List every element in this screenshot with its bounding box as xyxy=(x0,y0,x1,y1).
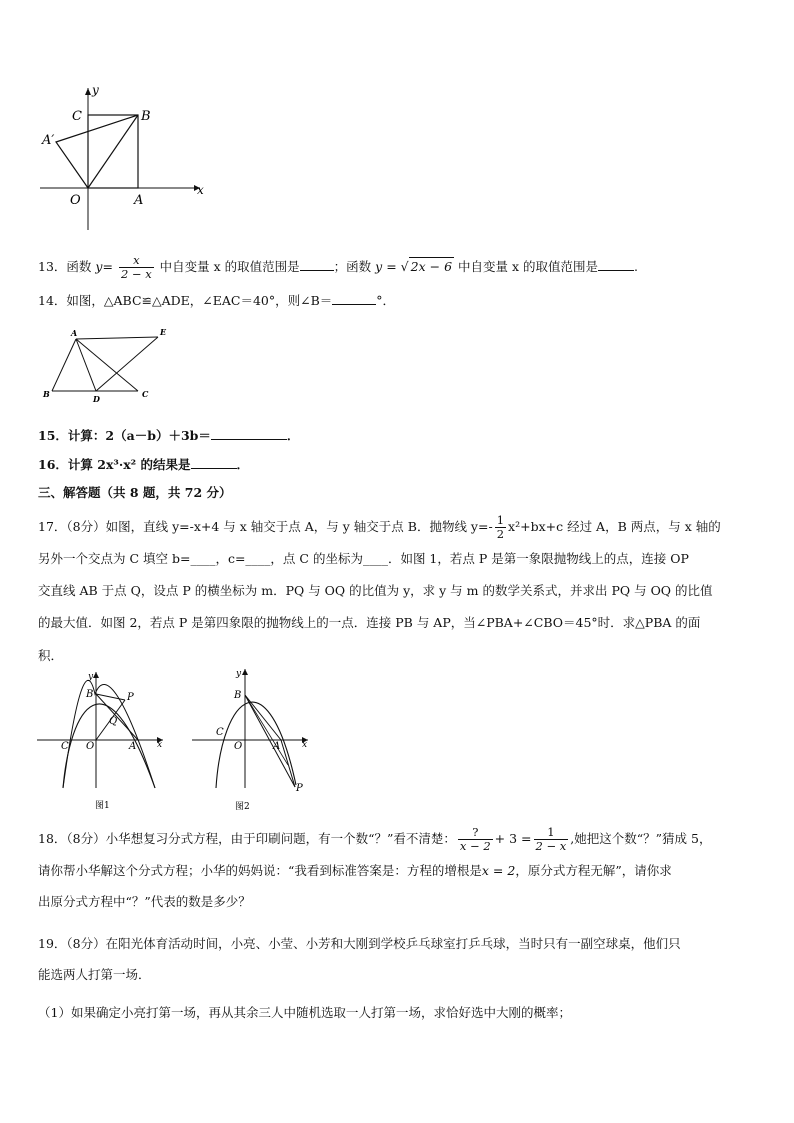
label-x: x xyxy=(197,183,204,197)
q13-text4: 中自变量 x 的取值范围是 xyxy=(458,259,599,274)
q13-fraction xyxy=(119,254,154,281)
label-P: P xyxy=(127,692,134,703)
label-B: B xyxy=(86,689,94,700)
q13-blank1[interactable] xyxy=(300,270,334,271)
q13-text3: ；函数 xyxy=(333,259,372,274)
question-18-line1 xyxy=(38,826,711,853)
label-x: x xyxy=(157,740,163,750)
label-C: C xyxy=(61,741,69,752)
question-17-line4: 的最大值．如图 2，若点 P 是第四象限的抛物线上的一点．连接 PB 与 AP，当∠PBA+∠CBO＝45°时．求△PBA 的面 xyxy=(38,615,701,630)
q18-frac1-den: x − 2 xyxy=(459,839,491,853)
q15-text: 计算：2（a－b）＋3b＝ xyxy=(67,428,211,443)
q18-fraction1 xyxy=(458,826,493,853)
question-17-line5: 积． xyxy=(38,648,64,663)
q13-eq2: = xyxy=(386,259,397,274)
label-B: B xyxy=(43,389,50,399)
question-17-line3: 交直线 AB 于点 Q，设点 P 的横坐标为 m．PQ 与 OQ 的比值为 y，求 y 与 m 的数学关系式，并求出 PQ 与 OQ 的比值 xyxy=(38,583,713,598)
q13-text1: 函数 xyxy=(66,259,92,274)
q14-blank[interactable] xyxy=(332,304,376,305)
section-heading: 三、解答题（共 8 题，共 72 分） xyxy=(38,485,232,500)
label-O: O xyxy=(86,741,95,752)
question-19-line2: 能选两人打第一场． xyxy=(38,967,151,982)
label-A: A xyxy=(129,741,137,752)
label-O: O xyxy=(70,193,81,208)
q18-frac2-num: 1 xyxy=(534,826,569,840)
label-y: y xyxy=(88,672,94,682)
q18-frac1-num: ? xyxy=(458,826,493,840)
q18-math: x = 2 xyxy=(481,863,516,878)
question-18-line2 xyxy=(38,862,672,880)
q17-frac-num: 1 xyxy=(496,513,505,527)
label-A: A xyxy=(71,328,78,338)
q18-text2a: 请你帮小华解这个分式方程；小华的妈妈说：“我看到标准答案是：方程的增根是 xyxy=(38,863,482,878)
q13-blank2[interactable] xyxy=(598,270,634,271)
q17-frac-den: 2 xyxy=(496,527,505,541)
label-P: P xyxy=(296,783,303,794)
label-C: C xyxy=(142,389,149,399)
label-C: C xyxy=(72,109,82,124)
label-C: C xyxy=(216,727,224,738)
q17-text1b: x²+bx+c 经过 A，B 两点，与 x 轴的 xyxy=(508,519,721,534)
q18-fraction2 xyxy=(534,826,569,853)
question-13: 13．函数 y= $\frac{x}{2 - x}$ 中自变量 x 的取值范围是 ；函数 y = √ 2x − 6 中自变量 x 的取值范围是 . xyxy=(38,253,639,281)
q13-var-y: y xyxy=(95,259,103,274)
q16-text: 计算 2x³·x² 的结果是 xyxy=(67,457,191,472)
q13-number: 13． xyxy=(38,259,67,274)
label-x: x xyxy=(302,740,308,750)
figure-q14 xyxy=(38,325,173,405)
caption-fig1: 图1 xyxy=(95,801,110,811)
label-D: D xyxy=(93,394,100,404)
label-A-prime: A′ xyxy=(42,133,55,148)
label-O: O xyxy=(234,741,243,752)
q15-number: 15． xyxy=(38,428,68,443)
label-B: B xyxy=(234,690,242,701)
label-A: A xyxy=(273,741,281,752)
question-19-line3: （1）如果确定小亮打第一场，再从其余三人中随机选取一人打第一场，求恰好选中大刚的概率； xyxy=(38,1005,571,1020)
q13-eq: = xyxy=(102,259,113,274)
label-A: A xyxy=(134,193,144,208)
question-16 xyxy=(38,456,249,474)
q15-end: ． xyxy=(286,428,300,443)
q15-blank[interactable] xyxy=(211,439,287,440)
question-14 xyxy=(38,292,395,310)
figure-17-2 xyxy=(190,665,320,813)
q14-number: 14． xyxy=(38,293,67,308)
q14-text: 如图，△ABC≌△ADE，∠EAC＝40°，则∠B＝ xyxy=(66,293,333,308)
q13-text5: . xyxy=(634,259,639,274)
question-17-line1 xyxy=(38,514,721,541)
q16-blank[interactable] xyxy=(191,468,237,469)
question-19-line1: 19．（8分）在阳光体育活动时间，小亮、小莹、小芳和大刚到学校乒乓球室打乒乓球，当时只有一副空球桌，他们只 xyxy=(38,936,681,951)
label-Q: Q xyxy=(109,716,118,727)
label-B: B xyxy=(141,109,151,124)
q13-text2: 中自变量 x 的取值范围是 xyxy=(159,259,300,274)
q18-mid: + 3 = xyxy=(494,831,532,846)
caption-fig2: 图2 xyxy=(235,802,250,812)
question-17-line2: 另外一个交点为 C 填空 b=____，c=____，点 C 的坐标为____．如图 1，若点 P 是第一象限抛物线上的点，连接 OP xyxy=(38,551,689,566)
label-y: y xyxy=(236,669,242,679)
q18-text2b: ，原分式方程无解”，请你求 xyxy=(515,863,672,878)
q17-text1: 17．（8分）如图，直线 y=-x+4 与 x 轴交于点 A，与 y 轴交于点 B．抛物线 y=- xyxy=(38,519,493,534)
question-15 xyxy=(38,427,299,445)
q18-text1: 18．（8分）小华想复习分式方程，由于印刷问题，有一个数“？”看不清楚： xyxy=(38,831,456,846)
q18-text1b: ,她把这个数“？”猜成 5， xyxy=(570,831,712,846)
q18-frac2-den: 2 − x xyxy=(535,839,567,853)
q16-number: 16． xyxy=(38,457,68,472)
q16-end: ． xyxy=(236,457,250,472)
q13-sqrt: 2x − 6 xyxy=(410,259,453,274)
label-E: E xyxy=(160,327,167,337)
question-18-line3: 出原分式方程中“？”代表的数是多少？ xyxy=(38,894,251,909)
q13-frac-den: 2 − x xyxy=(120,267,152,281)
q17-fraction xyxy=(495,514,506,541)
figure-q12 xyxy=(30,80,210,240)
label-y: y xyxy=(92,83,99,97)
figure-17-1 xyxy=(35,668,175,813)
q13-frac-num: x xyxy=(119,254,154,268)
q14-unit: °． xyxy=(376,293,396,308)
q13-var-y2: y xyxy=(375,259,383,274)
